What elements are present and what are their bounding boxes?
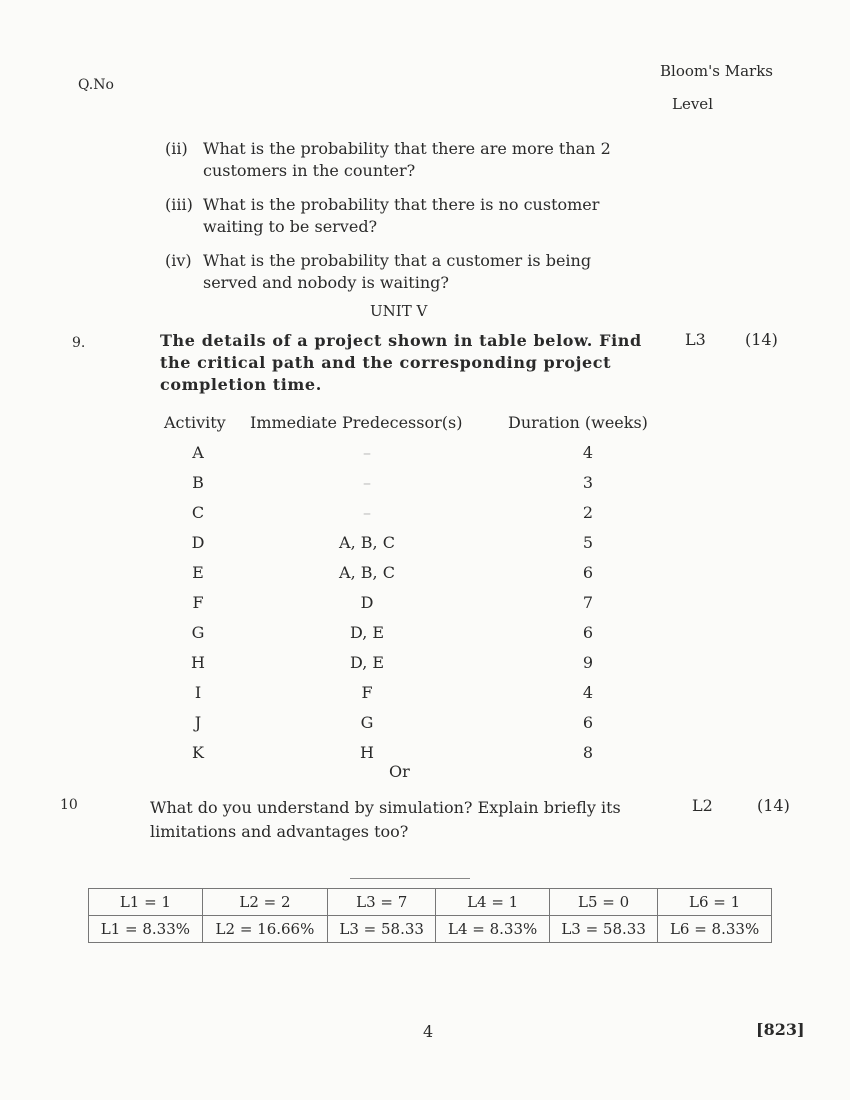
subpart-ii [165,138,660,182]
paper-code: [823] [756,1020,805,1039]
summary-cell: L6 = 1 [658,889,772,916]
page-number: 4 [423,1022,434,1041]
activity-cell: I [194,682,202,702]
summary-cell: L6 = 8.33% [658,916,772,943]
subpart-line: served and nobody is waiting? [203,273,449,292]
activity-cell: K [192,742,204,762]
predecessor-cell: – [363,472,371,492]
predecessor-cell: – [363,442,371,462]
duration-cell: 2 [582,502,594,522]
summary-cell: L5 = 0 [550,889,658,916]
subpart-iii [165,194,660,238]
activity-cell: H [191,652,205,672]
activity-cell: B [192,472,204,492]
q10-number: 10 [60,797,78,813]
subpart-line: What is the probability that a customer is being [203,251,592,270]
summary-cell: L3 = 58.33 [550,916,658,943]
summary-cell: L4 = 1 [436,889,550,916]
duration-cell: 6 [582,712,594,732]
activity-cell: D [191,532,205,552]
table-row [160,707,678,737]
blooms-summary-table [88,888,772,943]
subpart-line: customers in the counter? [203,161,416,180]
predecessor-cell: A, B, C [339,532,395,552]
predecessor-cell: D, E [349,622,385,642]
qno-header: Q.No [78,77,114,93]
divider [350,878,470,879]
activity-cell: E [192,562,204,582]
q10-text: What do you understand by simulation? Explain briefly its limitations and advantages too? [150,798,621,841]
summary-percent-row [89,916,772,943]
summary-cell: L3 = 58.33 [328,916,436,943]
table-row [160,557,678,587]
summary-cell: L4 = 8.33% [436,916,550,943]
summary-cell: L2 = 16.66% [202,916,327,943]
column-header-predecessor: Immediate Predecessor(s) [250,412,463,432]
summary-cell: L1 = 1 [89,889,203,916]
activity-cell: G [191,622,205,642]
subpart-line: What is the probability that there are more than 2 [203,139,611,158]
column-header-duration: Duration (weeks) [508,412,648,432]
duration-cell: 6 [582,562,594,582]
or-separator: Or [389,762,410,781]
q9-marks: (14) [745,330,778,349]
q9-statement: The details of a project shown in table below. Find the critical path and the corresponding project completion time. [160,331,642,394]
marks-header: Marks [724,62,773,80]
subpart-line: waiting to be served? [203,217,378,236]
q10-level: L2 [692,796,713,815]
predecessor-cell: D [360,592,374,612]
predecessor-cell: A, B, C [339,562,395,582]
duration-cell: 6 [582,622,594,642]
table-row [160,677,678,707]
predecessor-cell: F [361,682,373,702]
duration-cell: 8 [582,742,594,762]
q9-number: 9. [72,335,86,351]
duration-cell: 5 [582,532,594,552]
summary-cell: L2 = 2 [202,889,327,916]
blooms-header [660,62,773,80]
subpart-line: What is the probability that there is no customer [203,195,600,214]
table-row [160,587,678,617]
summary-cell: L1 = 8.33% [89,916,203,943]
level-header: Level [672,95,713,113]
subpart-number: (iii) [165,195,193,214]
q10-marks: (14) [757,796,790,815]
activity-cell: J [194,712,202,732]
predecessor-cell: D, E [349,652,385,672]
subpart-iv [165,250,660,294]
summary-count-row [89,889,772,916]
duration-cell: 7 [582,592,594,612]
activity-cell: A [192,442,204,462]
project-table [160,407,678,767]
table-row [160,737,678,767]
project-table-body [160,437,678,767]
table-row [160,497,678,527]
predecessor-cell: H [360,742,374,762]
duration-cell: 4 [582,442,594,462]
duration-cell: 3 [582,472,594,492]
unit-heading: UNIT V [370,302,428,320]
predecessor-cell: – [363,502,371,522]
table-row [160,617,678,647]
table-row [160,437,678,467]
blooms-label: Bloom's [660,62,720,80]
table-header-row [160,407,678,437]
duration-cell: 9 [582,652,594,672]
table-row [160,467,678,497]
subpart-number: (iv) [165,251,192,270]
q9-level: L3 [685,330,706,349]
predecessor-cell: G [360,712,374,732]
table-row [160,647,678,677]
table-row [160,527,678,557]
subpart-number: (ii) [165,139,188,158]
duration-cell: 4 [582,682,594,702]
summary-cell: L3 = 7 [328,889,436,916]
activity-cell: F [192,592,204,612]
activity-cell: C [191,502,205,522]
q9-text [160,330,660,396]
column-header-activity: Activity [164,412,226,432]
